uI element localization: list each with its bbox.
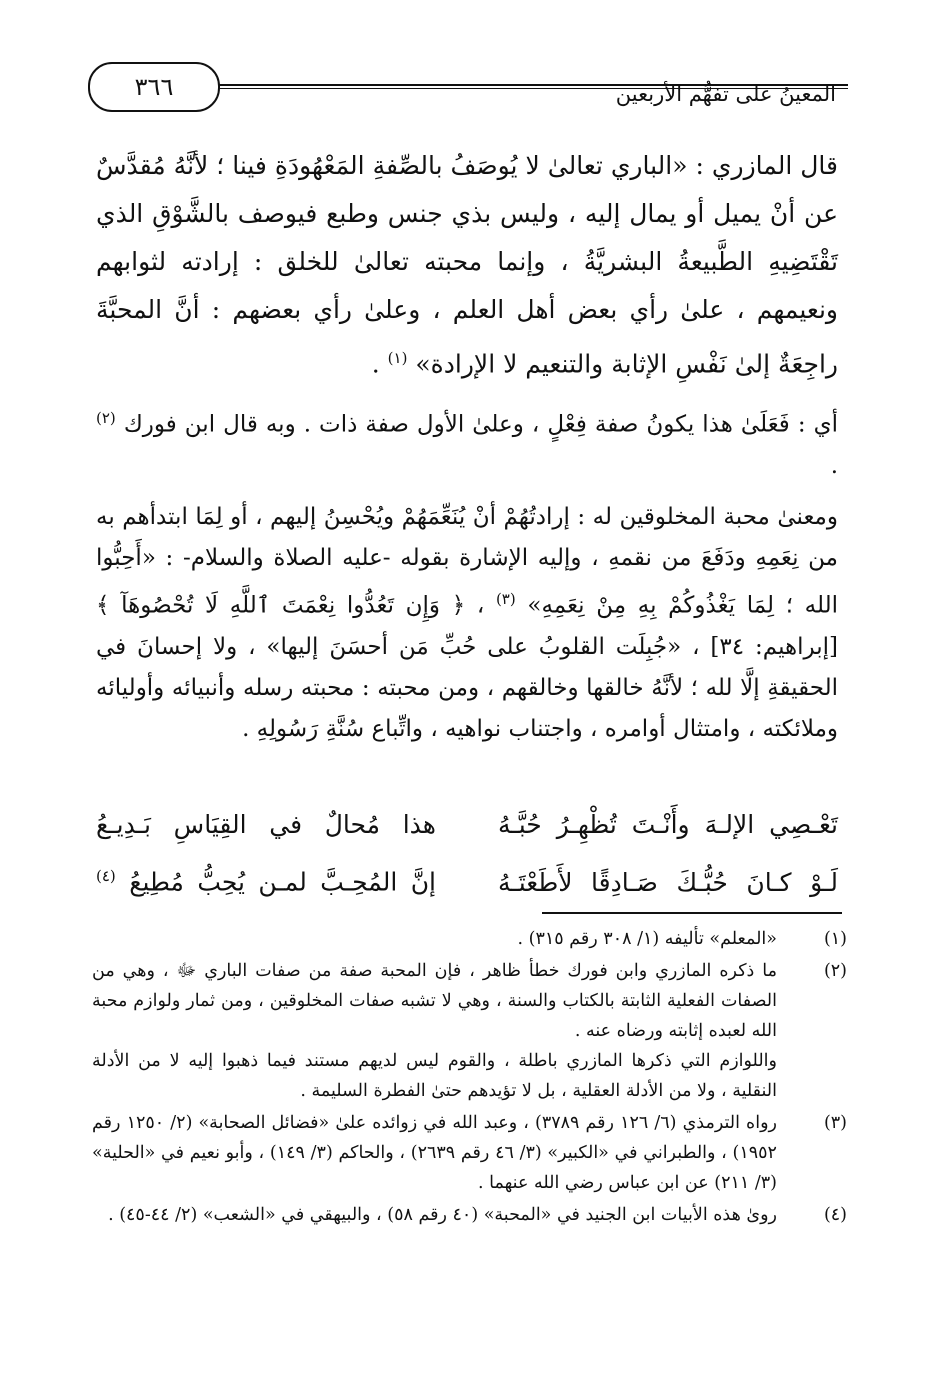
footnote-ref: (٣) (495, 589, 516, 608)
poem-first-hemistich: تَعْـصِي الإلـهَ وأَنْـتَ تُظْهِـرُ حُبَّـهُ (498, 809, 838, 839)
hemistich-text: إنَّ المُحِـبَّ لمـن يُحِبُّ مُطِيعُ (129, 867, 437, 897)
hemistich-text: هذا مُحالٌ في القِيَاسِ بَـدِيـعُ (96, 809, 436, 839)
footnote-number: (٤) (823, 1205, 847, 1225)
poem-verse (96, 795, 838, 853)
book-title: المعينُ على تفهُّم الأربعين (615, 82, 836, 106)
poem-verse (96, 853, 838, 911)
footnote-ref: (٢) (96, 409, 116, 428)
paragraph-text: قال المازري : «الباري تعالىٰ لا يُوصَفُ بالصِّفةِ المَعْهُودَةِ فينا ؛ لأنَّهُ مُقدَّسٌ عن أنْ يميل أو يمال إليه ، وليس بذي جنس وطبع فيوصف بالشَّوْقِ الذي تَقْتَضِيهِ الطَّبيعةُ البشريَّةُ ، وإنما محبته تعالىٰ للخلق : إرادته لثوابهم ونعيمهم ، علىٰ رأي بعض أهل العلم ، وعلىٰ رأي بعضهم : أنَّ المحبَّةَ راجِعَةٌ إلىٰ نَفْسِ الإثابة والتنعيم لا الإرادة» (96, 151, 838, 379)
footnote-body (92, 1108, 777, 1198)
footnote-number: (١) (823, 929, 847, 949)
footnote-body (92, 924, 777, 954)
footnote-body (92, 956, 777, 1106)
footnote-ref: (١) (387, 349, 408, 367)
footnote-ref: (٤) (96, 867, 116, 886)
footnote-text: رواه الترمذي (٦/ ١٢٦ رقم ٣٧٨٩) ، وعبد الله في زوائده علىٰ «فضائل الصحابة» (٢/ ١٢٥٠ رقم ١٩٥٢) ، والطبراني في «الكبير» (٣/ ٤٦ رقم ٢٦٣٩) ، والحاكم (٣/ ١٤٩) ، وأبو نعيم في «الحلية» (٣/ ٢١١) عن ابن عباس رضي الله عنهما . (92, 1113, 777, 1193)
page-number: ٣٦٦ (88, 62, 220, 112)
poem-first-hemistich: لَـوْ كـانَ حُبُّـكَ صَـادِقًا لأَطَعْتَـهُ (498, 867, 838, 897)
paragraph-creatures-love (96, 497, 838, 750)
paragraph-text: أي : فَعَلَىٰ هذا يكونُ صفة فِعْلٍ ، وعلىٰ الأول صفة ذات . وبه قال ابن فورك (123, 411, 838, 438)
footnote-text: واللوازم التي ذكرها المازري باطلة ، والقوم ليس لديهم مستند فيما ذهبوا إليه لا من الأدلة النقلية ، ولا من الأدلة العقلية ، بل لا تؤيدهم حتىٰ الفطرة السليمة . (92, 1051, 777, 1101)
footnote-text: ما ذكره المازري وابن فورك خطأ ظاهر ، فإن المحبة صفة من صفات الباري ﷻ ، وهي من الصفات الفعلية الثابتة بالكتاب والسنة ، وهي لا تشبه صفات المخلوقين ، ومن ثمار ولوازم محبة الله لعبده إثابته ورضاه عنه . (92, 961, 777, 1041)
footnote (92, 924, 847, 954)
footnote-separator (542, 912, 842, 914)
footnotes (92, 924, 847, 1232)
footnote-body (92, 1200, 777, 1230)
paragraph-end: . (830, 452, 838, 479)
poem-second-hemistich (96, 810, 436, 839)
poem-second-hemistich (96, 867, 436, 896)
footnote-text: «المعلم» تأليفه (١/ ٣٠٨ رقم ٣١٥) . (517, 929, 777, 949)
paragraph-ibn-furak (96, 398, 838, 487)
paragraph-text: ، ﴿ وَإِن تَعُدُّوا نِعْمَتَ ٱللَّهِ لَا تُحْصُوهَآ ﴾ [إبراهيم: ٣٤] ، «جُبِلَت القلوبُ على حُبِّ مَن أحسَنَ إليها» ، ولا إحسانَ في الحقيقةِ إلَّا لله ؛ لأنَّهُ خالقها وخالقهم ، ومن محبته : محبته رسله وأنبيائه وأوليائه وملائكته ، وامتثال أوامره ، واجتناب نواهيه ، واتِّباع سُنَّةِ رَسُولِهِ . (96, 592, 838, 742)
poem (96, 795, 838, 911)
paragraph-end: . (371, 349, 380, 379)
footnote (92, 1200, 847, 1230)
paragraph-text: ومعنىٰ محبة المخلوقين له : إرادتُهُمْ أنْ يُنَعِّمَهُمْ ويُحْسِنُ إليهم ، أو لِمَا ابتدأهم به من نِعَمِهِ ودَفَعَ من نقمهِ ، وإليه الإشارة بقوله -عليه الصلاة والسلام- : «أَحِبُّوا الله ؛ لِمَا يَغْذُوكُمْ بِهِ مِنْ نِعَمِهِ» (96, 503, 839, 619)
footnote (92, 1108, 847, 1198)
footnote-number: (٣) (823, 1113, 847, 1133)
main-text (96, 142, 838, 760)
footnote-text: روىٰ هذه الأبيات ابن الجنيد في «المحبة» (٤٠ رقم ٥٨) ، والبيهقي في «الشعب» (٢/ ٤٤-٤٥) . (108, 1205, 777, 1225)
page-header (88, 62, 848, 122)
paragraph-mazari-quote (96, 142, 838, 388)
footnote (92, 956, 847, 1106)
footnote-number: (٢) (823, 961, 847, 981)
